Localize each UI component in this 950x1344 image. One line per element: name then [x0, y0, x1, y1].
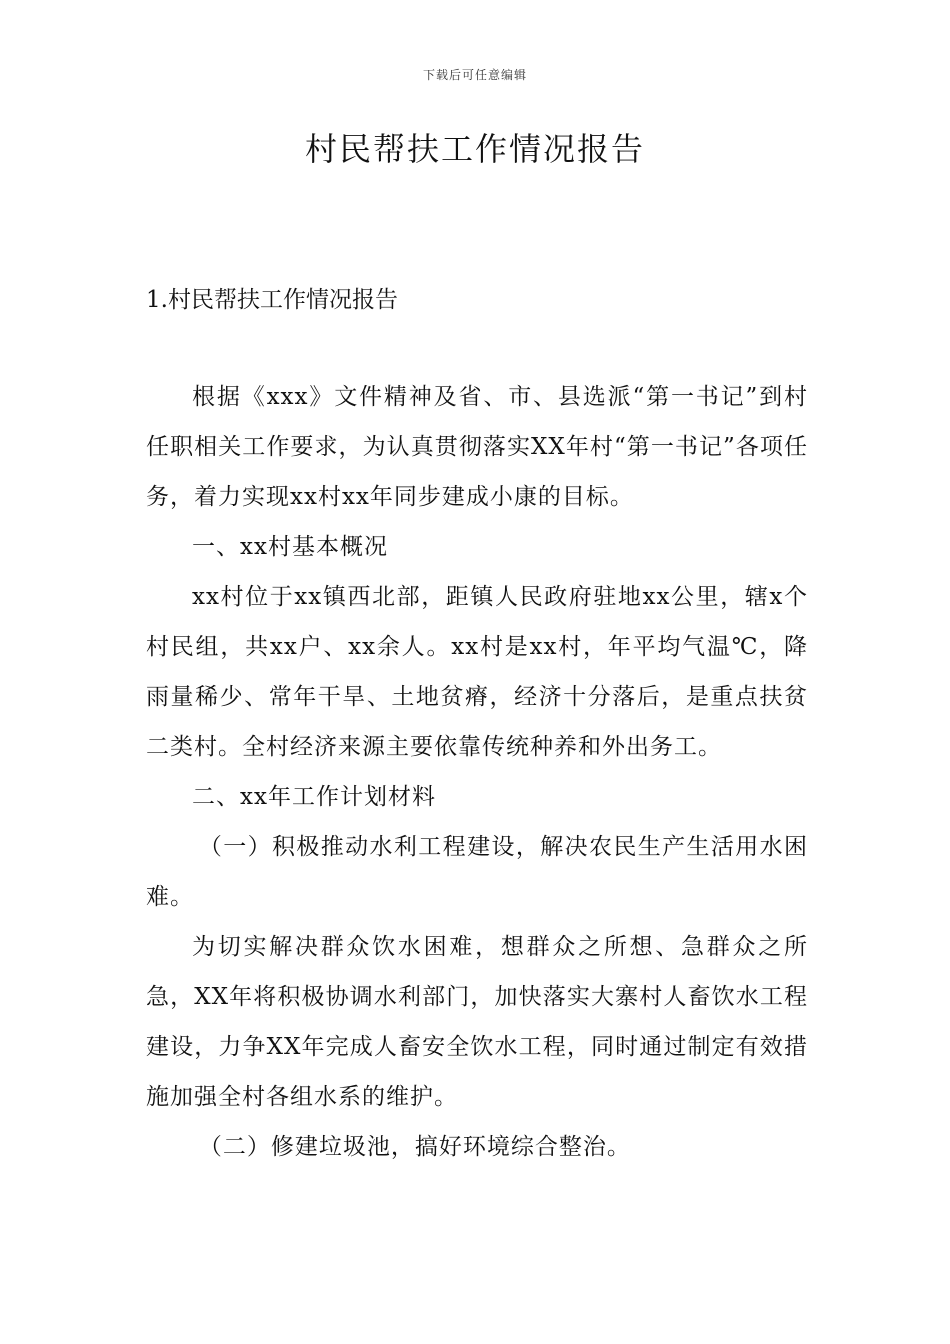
paragraph-water-project: 为切实解决群众饮水困难，想群众之所想、急群众之所急，XX年将积极协调水利部门，加快落实大寨村人畜饮水工程建设，力争XX年完成人畜安全饮水工程，同时通过制定有效措施加强全村各组水系的维护。 — [146, 934, 808, 1110]
subheading-water-project: （一）积极推动水利工程建设，解决农民生产生活用水困难。 — [146, 834, 808, 910]
section-heading: 1.村民帮扶工作情况报告 — [146, 287, 398, 313]
paragraph-intro: 根据《xxx》文件精神及省、市、县选派“第一书记”到村任职相关工作要求，为认真贯彻落实XX年村“第一书记”各项任务，着力实现xx村xx年同步建成小康的目标。 — [146, 384, 808, 510]
heading-basic-overview: 一、xx村基本概况 — [192, 534, 388, 560]
header-note: 下载后可任意编辑 — [422, 68, 527, 82]
subheading-garbage-pool: （二）修建垃圾池，搞好环境综合整治。 — [198, 1134, 631, 1160]
document-title: 村民帮扶工作情况报告 — [304, 130, 645, 168]
heading-work-plan: 二、xx年工作计划材料 — [192, 784, 436, 810]
body-text — [146, 372, 808, 1172]
paragraph-overview: xx村位于xx镇西北部，距镇人民政府驻地xx公里，辖x个村民组，共xx户、xx余人。xx村是xx村，年平均气温℃，降雨量稀少、常年干旱、土地贫瘠，经济十分落后，是重点扶贫二类村。全村经济来源主要依靠传统种养和外出务工。 — [146, 584, 808, 760]
